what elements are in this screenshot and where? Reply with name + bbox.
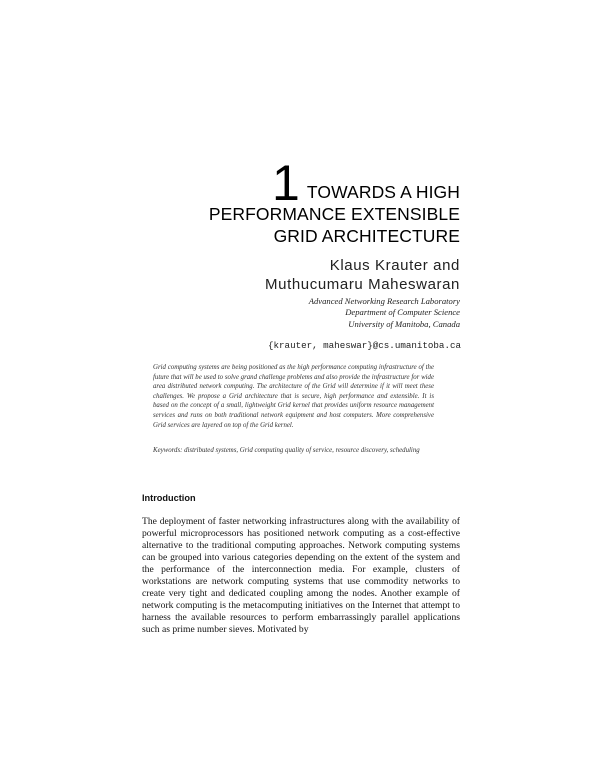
affiliation: [309, 296, 460, 330]
chapter-title: [208, 155, 460, 247]
author-names: [265, 256, 460, 294]
title-first-line: [209, 155, 460, 211]
affiliation-line-2: Department of Computer Science: [345, 307, 460, 318]
section-heading-introduction: Introduction: [142, 493, 196, 503]
author-email: {krauter, maheswar}@cs.umanitoba.ca: [268, 340, 461, 351]
affiliation-line-1: Advanced Networking Research Laboratory: [308, 296, 460, 306]
title-line-2: PERFORMANCE EXTENSIBLE: [208, 204, 460, 224]
introduction-paragraph: The deployment of faster networking infrastructures along with the availability of powerful microprocessors has positioned network computing as a cost-effective alternative to the traditional computing approaches. Network computing systems can be grouped into various categories depending on the extent of the system and the performance of the interconnection media. For example, clusters of workstations are network computing systems that use commodity networks to create very tight and dedicated coupling among the nodes. Another example of network computing is the metacomputing initiatives on the Internet that attempt to harness the available resources to perform embarrassingly parallel applications such as prime number sieves. Motivated by: [142, 516, 460, 636]
author-line-1: Klaus Krauter and: [329, 257, 460, 274]
chapter-number: 1: [272, 155, 300, 211]
author-line-2: Muthucumaru Maheswaran: [265, 276, 460, 293]
keywords: Keywords: distributed systems, Grid computing quality of service, resource discovery, scheduling: [153, 447, 420, 454]
title-line-3: GRID ARCHITECTURE: [273, 226, 460, 246]
affiliation-line-3: University of Manitoba, Canada: [348, 318, 460, 329]
title-line-1: TOWARDS A HIGH: [306, 182, 460, 202]
abstract: Grid computing systems are being positioned as the high performance computing infrastructure of the future that will be used to solve grand challenge problems and also provide the infrastructure for wide area distributed network computing. The architecture of the Grid will determine if it will meet these challenges. We propose a Grid architecture that is secure, high performance and extensible. It is based on the concept of a small, lightweight Grid kernel that provides uniform resource management services and runs on both traditional network equipment and host computers. More comprehensive Grid services are layered on top of the Grid kernel.: [153, 364, 434, 429]
